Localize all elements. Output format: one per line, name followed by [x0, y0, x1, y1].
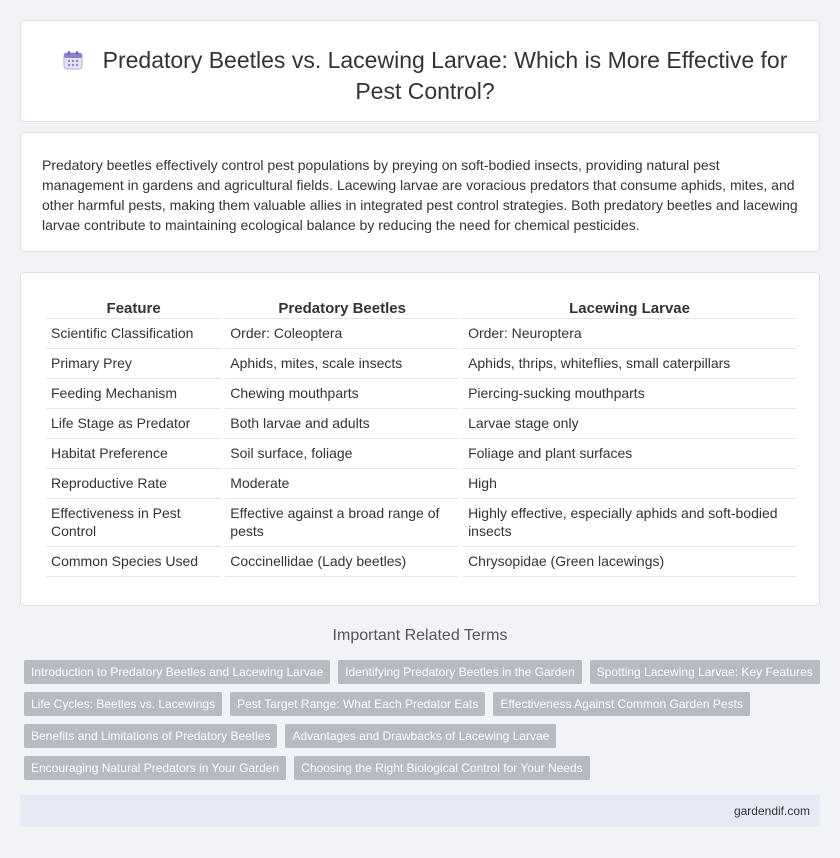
calendar-icon — [63, 50, 83, 70]
table-cell: Feeding Mechanism — [46, 379, 221, 409]
table-cell: Habitat Preference — [46, 439, 221, 469]
header-lacewing-larvae: Lacewing Larvae — [463, 295, 796, 319]
table-row — [46, 499, 796, 547]
page-title-text: Predatory Beetles vs. Lacewing Larvae: Which is More Effective for Pest Control? — [102, 47, 788, 104]
table-row — [46, 547, 796, 577]
table-cell: Order: Coleoptera — [225, 319, 459, 349]
table-cell: Scientific Classification — [46, 319, 221, 349]
footer-bar — [20, 795, 820, 827]
table-cell: Order: Neuroptera — [463, 319, 796, 349]
comparison-table — [42, 295, 800, 577]
related-term-tag[interactable]: Pest Target Range: What Each Predator Eats — [230, 692, 485, 716]
table-cell: Common Species Used — [46, 547, 221, 577]
related-term-tag[interactable]: Benefits and Limitations of Predatory Beetles — [24, 724, 277, 748]
related-term-tag[interactable]: Choosing the Right Biological Control for Your Needs — [294, 756, 590, 780]
table-cell: Aphids, mites, scale insects — [225, 349, 459, 379]
tag-row — [24, 756, 824, 780]
header-predatory-beetles: Predatory Beetles — [225, 295, 459, 319]
table-header-row — [46, 295, 796, 319]
table-cell: Chrysopidae (Green lacewings) — [463, 547, 796, 577]
header-feature: Feature — [46, 295, 221, 319]
related-terms-tags — [24, 660, 824, 788]
table-cell: Both larvae and adults — [225, 409, 459, 439]
table-row — [46, 379, 796, 409]
table-cell: High — [463, 469, 796, 499]
table-cell: Foliage and plant surfaces — [463, 439, 796, 469]
related-term-tag[interactable]: Encouraging Natural Predators in Your Garden — [24, 756, 286, 780]
intro-card — [20, 132, 820, 252]
related-term-tag[interactable]: Effectiveness Against Common Garden Pests — [493, 692, 750, 716]
table-cell: Larvae stage only — [463, 409, 796, 439]
page-title — [61, 45, 789, 107]
table-cell: Primary Prey — [46, 349, 221, 379]
related-term-tag[interactable]: Spotting Lacewing Larvae: Key Features — [590, 660, 820, 684]
table-row — [46, 319, 796, 349]
table-cell: Moderate — [225, 469, 459, 499]
title-wrap — [61, 45, 789, 107]
table-cell: Aphids, thrips, whiteflies, small caterpillars — [463, 349, 796, 379]
table-cell: Piercing-sucking mouthparts — [463, 379, 796, 409]
table-cell: Effective against a broad range of pests — [225, 499, 459, 547]
related-term-tag[interactable]: Life Cycles: Beetles vs. Lacewings — [24, 692, 222, 716]
table-row — [46, 409, 796, 439]
related-term-tag[interactable]: Identifying Predatory Beetles in the Garden — [338, 660, 581, 684]
table-cell: Coccinellidae (Lady beetles) — [225, 547, 459, 577]
table-cell: Soil surface, foliage — [225, 439, 459, 469]
related-term-tag[interactable]: Advantages and Drawbacks of Lacewing Larvae — [285, 724, 556, 748]
tag-row — [24, 724, 824, 748]
table-cell: Reproductive Rate — [46, 469, 221, 499]
table-row — [46, 439, 796, 469]
header-card — [20, 20, 820, 122]
intro-paragraph: Predatory beetles effectively control pest populations by preying on soft-bodied insects, providing natural pest management in gardens and agricultural fields. Lacewing larvae are voracious predators that consume aphids, mites, and other harmful pests, making them valuable allies in integrated pest control strategies. Both predatory beetles and lacewing larvae contribute to maintaining ecological balance by reducing the need for chemical pesticides. — [42, 157, 798, 233]
table-cell: Chewing mouthparts — [225, 379, 459, 409]
related-term-tag[interactable]: Introduction to Predatory Beetles and Lacewing Larvae — [24, 660, 330, 684]
tag-row — [24, 660, 824, 684]
comparison-table-card — [20, 272, 820, 606]
table-cell: Highly effective, especially aphids and soft-bodied insects — [463, 499, 796, 547]
table-row — [46, 349, 796, 379]
footer-site-link[interactable]: gardendif.com — [733, 804, 810, 818]
table-row — [46, 469, 796, 499]
table-cell: Life Stage as Predator — [46, 409, 221, 439]
related-terms-heading: Important Related Terms — [332, 627, 508, 644]
tag-row — [24, 692, 824, 716]
table-cell: Effectiveness in Pest Control — [46, 499, 221, 547]
